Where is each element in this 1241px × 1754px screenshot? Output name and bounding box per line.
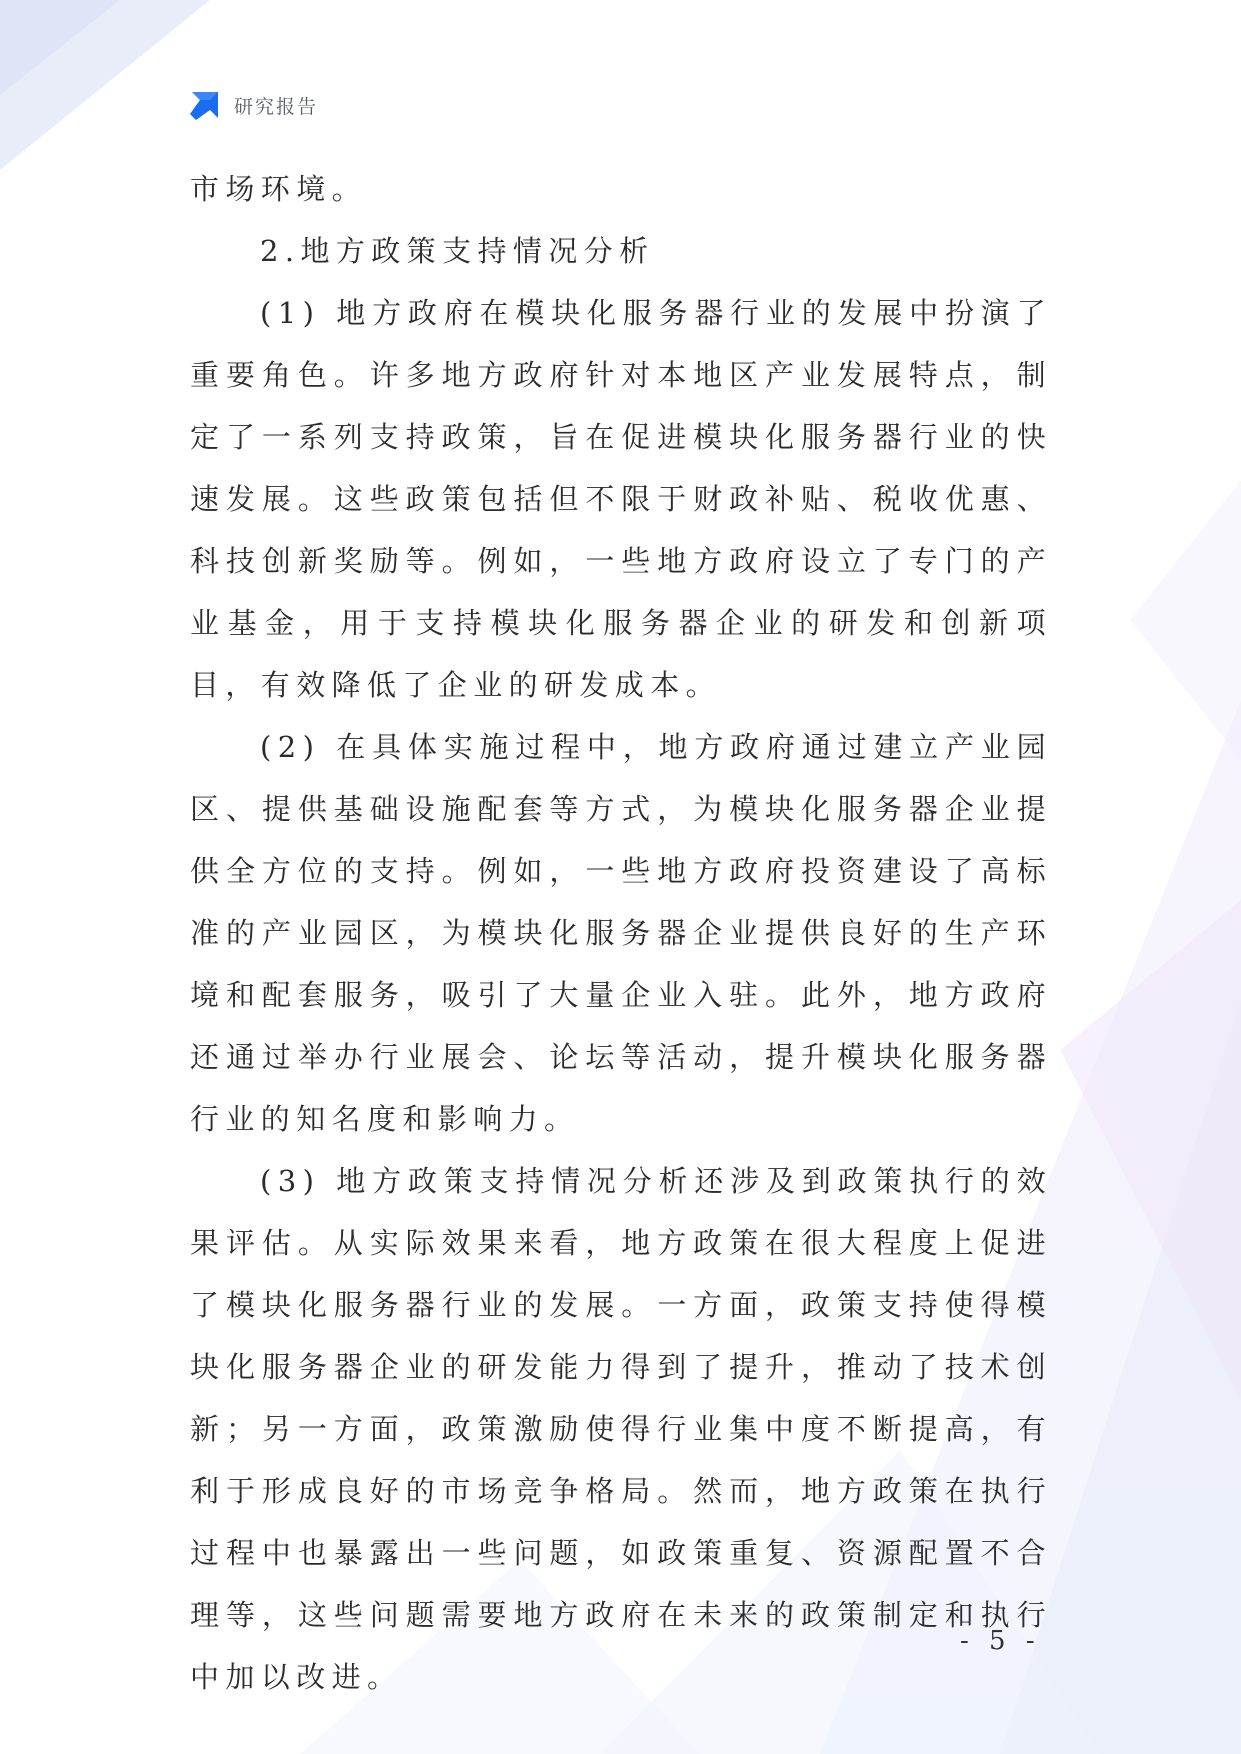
- paragraph-3: (3) 地方政策支持情况分析还涉及到政策执行的效果评估。从实际效果来看，地方政策在很大程度上促进了模块化服务器行业的发展。一方面，政策支持使得模块化服务器企业的研发能力得到了提升，推动了技术创新；另一方面，政策激励使得行业集中度不断提高，有利于形成良好的市场竞争格局。然而，地方政策在执行过程中也暴露出一些问题，如政策重复、资源配置不合理等，这些问题需要地方政府在未来的政策制定和执行中加以改进。: [190, 1164, 1052, 1694]
- paragraph-2: (2) 在具体实施过程中，地方政府通过建立产业园区、提供基础设施配套等方式，为模块化服务器企业提供全方位的支持。例如，一些地方政府投资建设了高标准的产业园区，为模块化服务器企业提供良好的生产环境和配套服务，吸引了大量企业入驻。此外，地方政府还通过举办行业展会、论坛等活动，提升模块化服务器行业的知名度和影响力。: [190, 730, 1052, 1136]
- header-title: 研究报告: [234, 95, 319, 118]
- lead-line: 市场环境。: [190, 172, 368, 206]
- section-heading: 2.地方政策支持情况分析: [260, 234, 655, 268]
- paragraph-1: (1) 地方政府在模块化服务器行业的发展中扮演了重要角色。许多地方政府针对本地区产业发展特点，制定了一系列支持政策，旨在促进模块化服务器行业的快速发展。这些政策包括但不限于财政补贴、税收优惠、科技创新奖励等。例如，一些地方政府设立了专门的产业基金，用于支持模块化服务器企业的研发和创新项目，有效降低了企业的研发成本。: [190, 296, 1052, 702]
- arrow-up-right-icon: [188, 88, 222, 122]
- report-header: [188, 88, 318, 122]
- document-body: [190, 158, 1052, 1708]
- page-number: - 5 -: [960, 1626, 1041, 1656]
